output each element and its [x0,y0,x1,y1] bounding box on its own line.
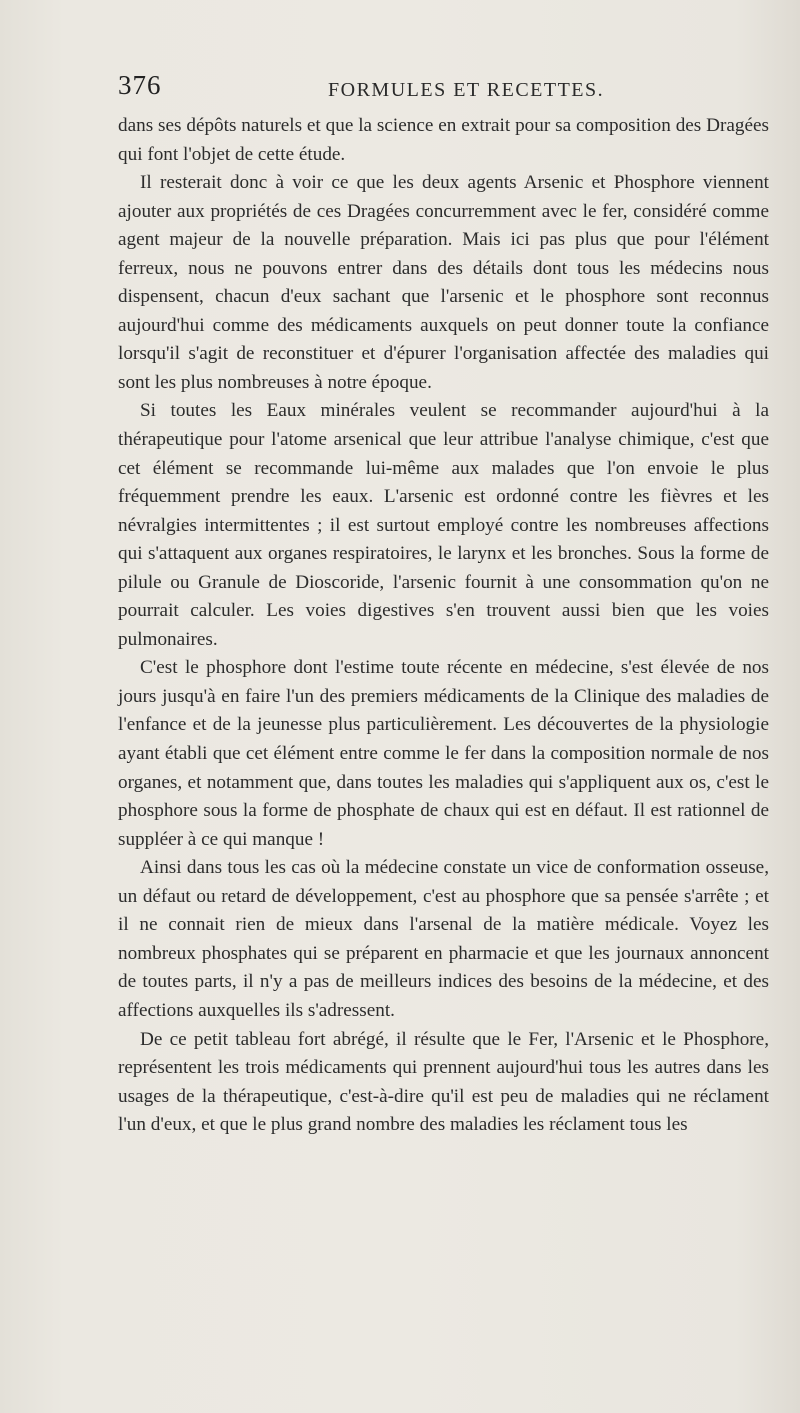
paragraph-conclusion: De ce petit tableau fort abrégé, il résulte que le Fer, l'Arsenic et le Phosphore, représentent les trois médicaments qui prennent aujourd'hui tous les autres dans les usages de la thérapeutique, c'est-à-dire qu'il est peu de maladies qui ne réclament l'un d'eux, et que le plus grand nombre des maladies les réclament tous les [118,1028,769,1136]
body-text [118,112,769,1140]
paragraph-phosphore: C'est le phosphore dont l'estime toute récente en médecine, s'est élevée de nos jours jusqu'à en faire l'un des premiers médicaments de la Clinique des maladies de l'enfance et de la jeunesse plus particulièrement. Les découvertes de la physiologie ayant établi que cet élément entre comme le fer dans la composition normale de nos organes, et notamment que, dans toutes les maladies qui s'appliquent aux os, c'est le phosphore sous la forme de phosphate de chaux qui est en défaut. Il est rationnel de suppléer à ce qui manque ! [118,657,769,850]
paragraph-conformation-osseuse: Ainsi dans tous les cas où la médecine constate un vice de conformation osseuse, un défaut ou retard de développement, c'est au phosphore que sa pensée s'arrête ; et il ne connait rien de mieux dans l'arsenal de la matière médicale. Voyez les nombreux phosphates qui se préparent en pharmacie et que les journaux annoncent de toutes parts, il n'y a pas de meilleurs indices des besoins de la médecine, et des affections auxquelles ils s'adressent. [118,857,769,1021]
page-header [118,70,770,106]
paragraph-arsenic-phosphore: Il resterait donc à voir ce que les deux agents Arsenic et Phosphore viennent ajouter aux propriétés de ces Dragées concurremment avec le fer, considéré comme agent majeur de la nouvelle préparation. Mais ici pas plus que pour l'élément ferreux, nous ne pouvons entrer dans des détails dont tous les médecins nous dispensent, chacun d'eux sachant que l'arsenic et le phosphore sont reconnus aujourd'hui comme des médicaments auxquels on peut donner toute la confiance lorsqu'il s'agit de reconstituer et d'épurer l'organisation affectée des maladies qui sont les plus nombreuses à notre époque. [118,172,769,393]
paragraph-eaux-minerales: Si toutes les Eaux minérales veulent se recommander aujourd'hui à la thérapeutique pour l'atome arsenical que leur attribue l'analyse chimique, c'est que cet élément se recommande lui-même aux malades que l'on envoie le plus fréquemment prendre les eaux. L'arsenic est ordonné contre les fièvres et les névralgies intermittentes ; il est surtout employé contre les nombreuses affections qui s'attaquent aux organes respiratoires, le larynx et les bronches. Sous la forme de pilule ou Granule de Dioscoride, l'arsenic fournit à une consommation qu'on ne pourrait calculer. Les voies digestives s'en trouvent aussi bien que les voies pulmonaires. [118,400,769,650]
running-title: FORMULES ET RECETTES. [328,79,605,101]
paragraph-continued: dans ses dépôts naturels et que la science en extrait pour sa composition des Dragées qui font l'objet de cette étude. [118,115,769,165]
page-number: 376 [118,70,162,100]
